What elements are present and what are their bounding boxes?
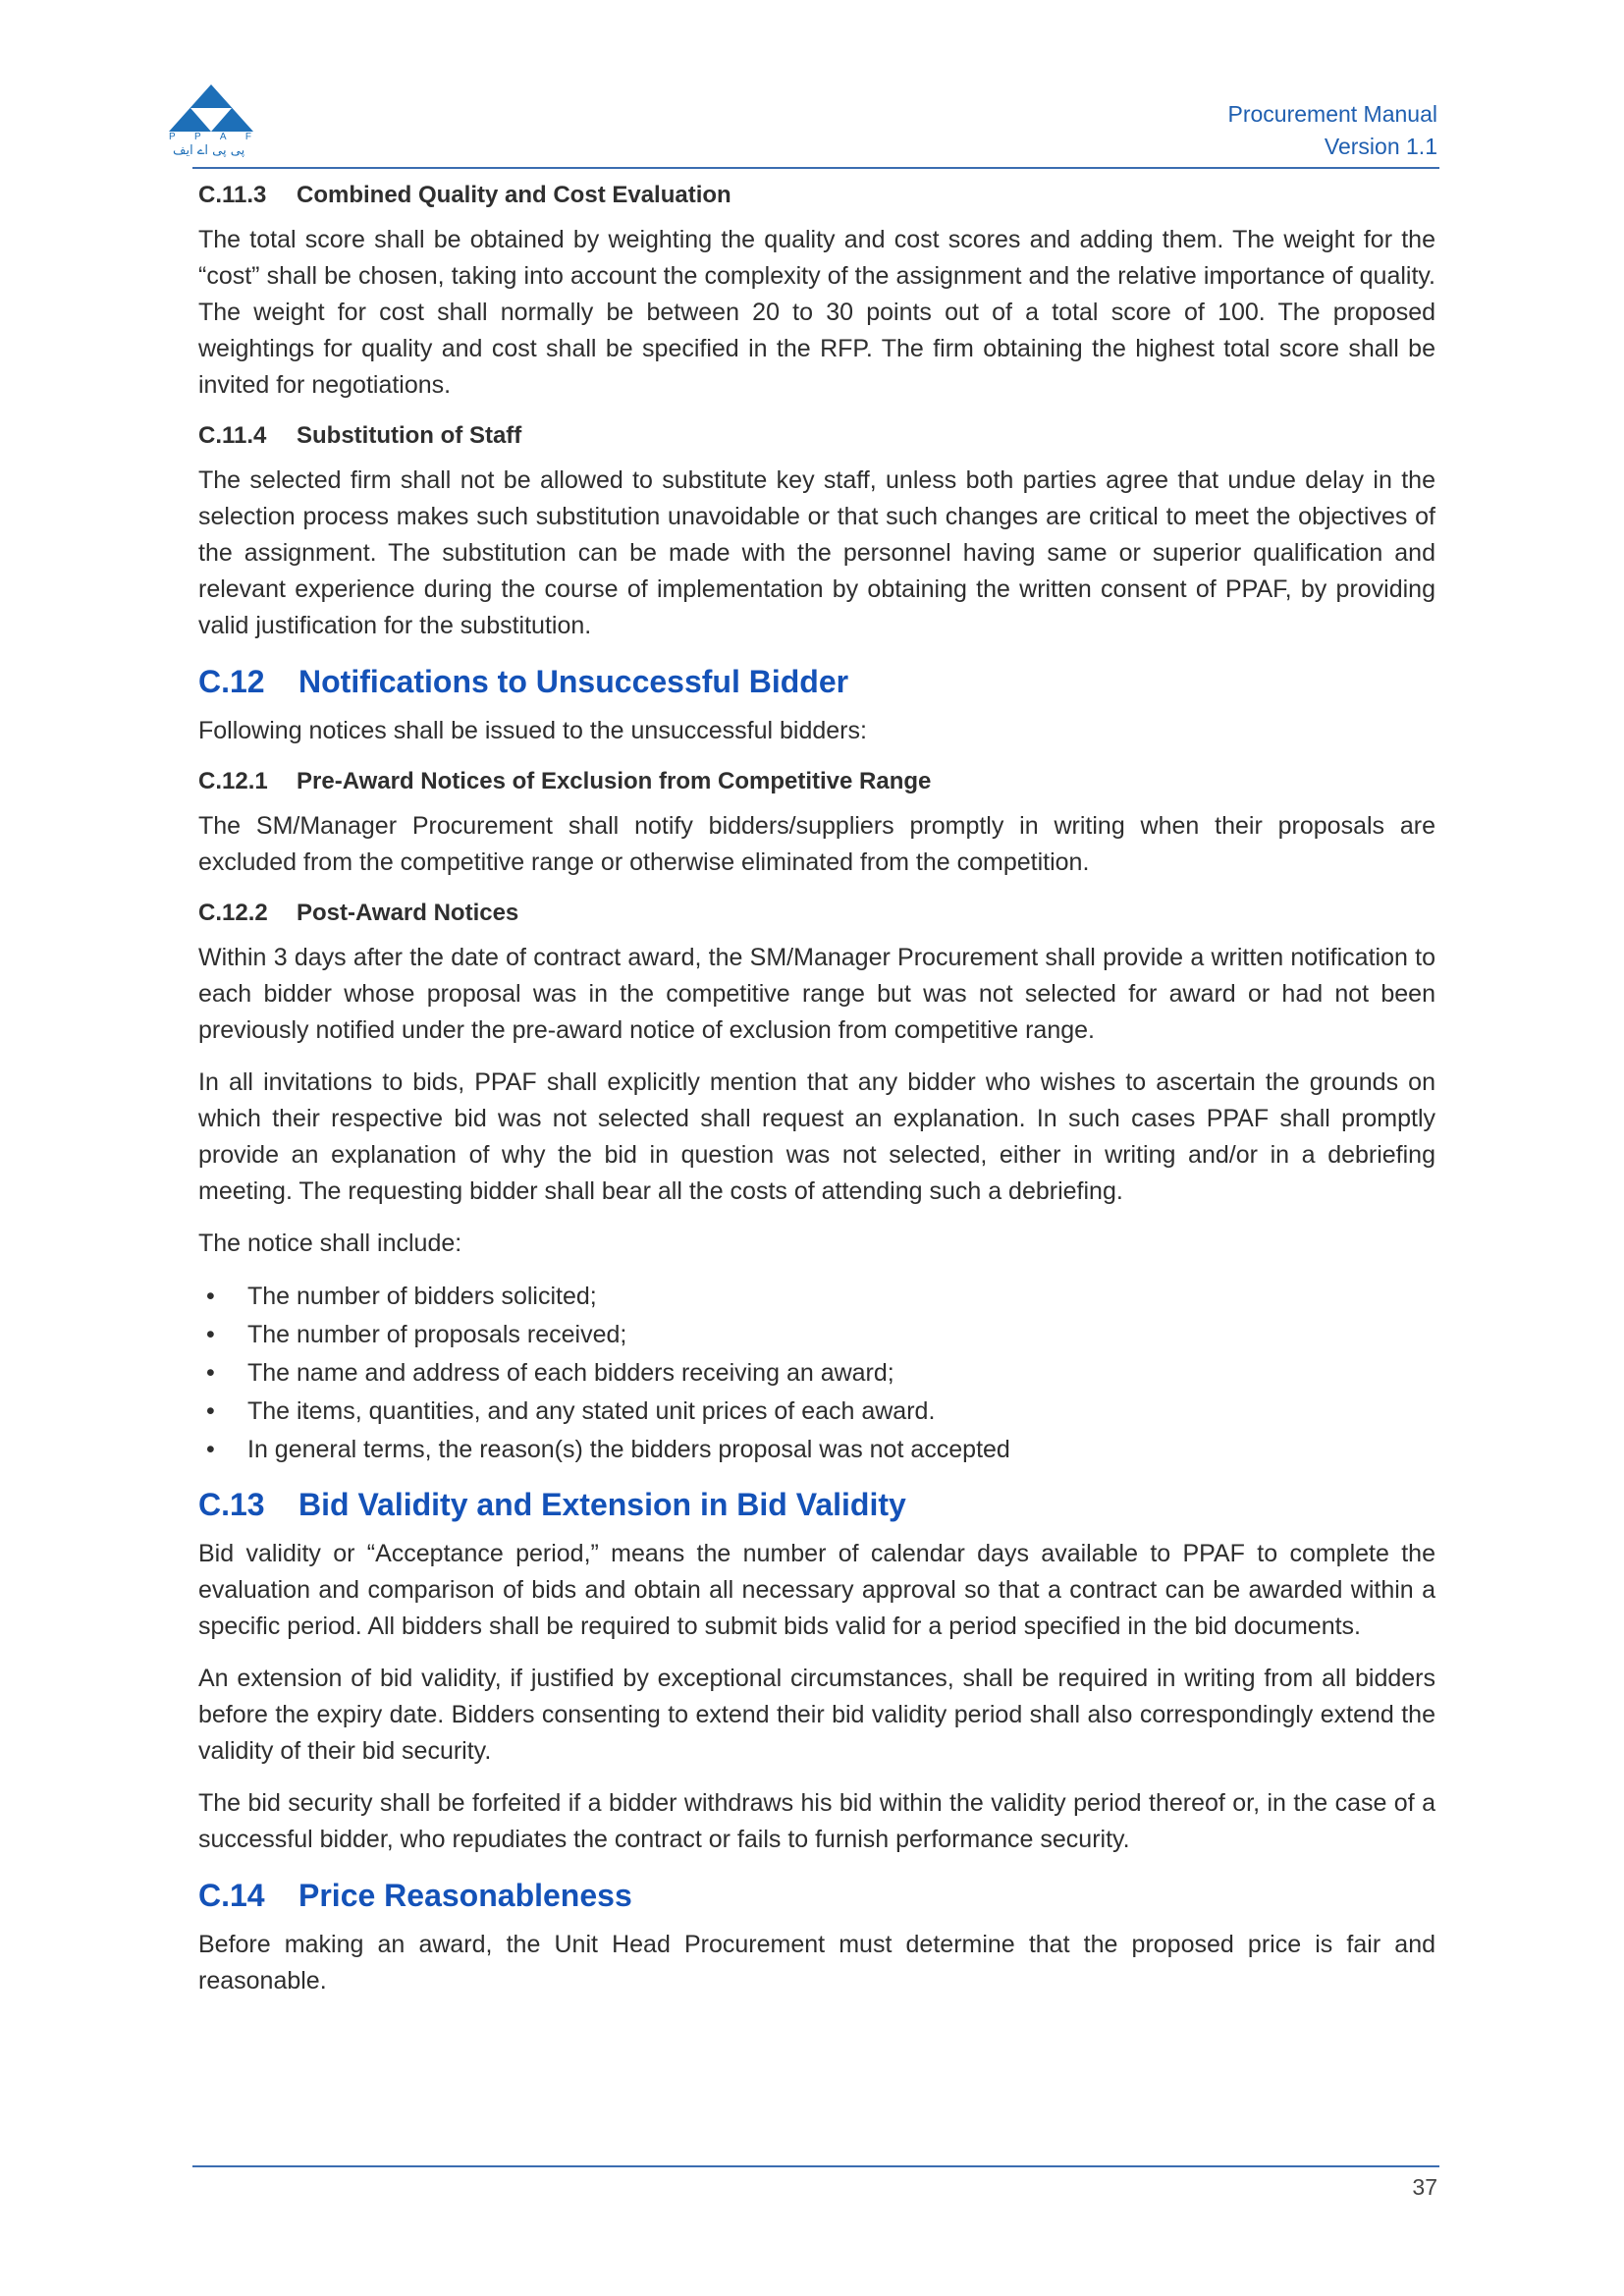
section-heading-c14 xyxy=(198,1874,1435,1917)
notice-contents-list xyxy=(198,1278,1435,1469)
paragraph: The selected firm shall not be allowed to substitute key staff, unless both parties agree that undue delay in the selection process makes such substitution unavoidable or that such changes are critical to meet the objectives of the assignment. The substitution can be made with the personnel having same or superior qualification and relevant experience during the course of implementation by obtaining the written consent of PPAF, by providing valid justification for the substitution. xyxy=(198,466,1435,639)
section-title: Price Reasonableness xyxy=(298,1878,632,1913)
section-number: C.11.4 xyxy=(198,422,267,449)
bullet-icon: • xyxy=(206,1397,215,1425)
paragraph: In all invitations to bids, PPAF shall explicitly mention that any bidder who wishes to ascertain the grounds on which their respective bid was not selected shall request an explanation. In such cases PPAF shall promptly provide an explanation of why the bid in question was not selected, either in writing and/or in a debriefing meeting. The requesting bidder shall bear all the costs of attending such a debriefing. xyxy=(198,1068,1435,1205)
paragraph: An extension of bid validity, if justified by exceptional circumstances, shall be required in writing from all bidders before the expiry date. Bidders consenting to extend their bid validity period shall also correspondingly extend the validity of their bid security. xyxy=(198,1665,1435,1765)
paragraph: Within 3 days after the date of contract award, the SM/Manager Procurement shall provide a written notification to each bidder whose proposal was in the competitive range but was not selected for award or had not been previously notified under the pre-award notice of exclusion from competitive range. xyxy=(198,944,1435,1044)
list-item xyxy=(198,1393,1435,1431)
logo-letter: F xyxy=(244,132,251,142)
document-version: Version 1.1 xyxy=(1324,134,1437,159)
list-item-text: The name and address of each bidders receiving an award; xyxy=(247,1359,894,1387)
list-item xyxy=(198,1316,1435,1354)
section-number: C.14 xyxy=(198,1878,265,1913)
list-item-text: The number of bidders solicited; xyxy=(247,1283,597,1310)
footer-divider xyxy=(192,2165,1439,2167)
bullet-icon: • xyxy=(206,1321,215,1348)
section-number: C.11.3 xyxy=(198,182,267,208)
logo-letters xyxy=(169,132,251,142)
section-title: Post-Award Notices xyxy=(297,900,519,926)
logo-letter: P xyxy=(193,132,201,142)
section-number: C.13 xyxy=(198,1487,265,1522)
header-divider xyxy=(192,167,1439,169)
list-item xyxy=(198,1431,1435,1469)
page-content xyxy=(198,173,1435,2015)
bullet-icon: • xyxy=(206,1436,215,1463)
section-title: Notifications to Unsuccessful Bidder xyxy=(298,664,849,699)
paragraph: Following notices shall be issued to the unsuccessful bidders: xyxy=(198,717,867,744)
section-heading-c12-1 xyxy=(198,765,1435,798)
section-number: C.12 xyxy=(198,664,265,699)
bullet-icon: • xyxy=(206,1283,215,1310)
list-item-text: The items, quantities, and any stated unit prices of each award. xyxy=(247,1397,936,1425)
section-heading-c13 xyxy=(198,1483,1435,1526)
paragraph: Bid validity or “Acceptance period,” means the number of calendar days available to PPAF to complete the evaluation and comparison of bids and obtain all necessary approval so that a contract can be awarded within a specific period. All bidders shall be required to submit bids valid for a period specified in the bid documents. xyxy=(198,1540,1435,1640)
section-title: Combined Quality and Cost Evaluation xyxy=(297,182,731,208)
document-title: Procurement Manual xyxy=(1227,101,1437,127)
section-heading-c12-2 xyxy=(198,897,1435,930)
section-number: C.12.2 xyxy=(198,900,268,926)
page-number: 37 xyxy=(1412,2174,1437,2200)
paragraph: The notice shall include: xyxy=(198,1230,462,1257)
list-item-text: In general terms, the reason(s) the bidders proposal was not accepted xyxy=(247,1436,1010,1463)
section-heading-c11-3 xyxy=(198,179,1435,212)
list-item xyxy=(198,1354,1435,1393)
document-header xyxy=(1228,98,1438,163)
section-heading-c11-4 xyxy=(198,419,1435,453)
logo-letter: P xyxy=(169,132,176,142)
section-title: Pre-Award Notices of Exclusion from Competitive Range xyxy=(297,768,932,794)
paragraph: The SM/Manager Procurement shall notify bidders/suppliers promptly in writing when their proposals are excluded from the competitive range or otherwise eliminated from the competition. xyxy=(198,812,1435,876)
section-number: C.12.1 xyxy=(198,768,268,794)
section-heading-c12 xyxy=(198,660,1435,703)
list-item-text: The number of proposals received; xyxy=(247,1321,627,1348)
paragraph: Before making an award, the Unit Head Procurement must determine that the proposed price is fair and reasonable. xyxy=(198,1931,1435,1995)
logo-urdu-text: پی پی اے ایف xyxy=(173,143,245,158)
list-item xyxy=(198,1278,1435,1316)
section-title: Bid Validity and Extension in Bid Validity xyxy=(298,1487,906,1522)
section-title: Substitution of Staff xyxy=(297,422,522,449)
paragraph: The total score shall be obtained by weighting the quality and cost scores and adding them. The weight for the “cost” shall be chosen, taking into account the complexity of the assignment and the relative importance of quality. The weight for cost shall normally be between 20 to 30 points out of a total score of 100. The proposed weightings for quality and cost shall be specified in the RFP. The firm obtaining the highest total score shall be invited for negotiations. xyxy=(198,226,1435,399)
bullet-icon: • xyxy=(206,1359,215,1387)
logo-letter: A xyxy=(219,132,227,142)
paragraph: The bid security shall be forfeited if a bidder withdraws his bid within the validity period thereof or, in the case of a successful bidder, who repudiates the contract or fails to furnish performance security. xyxy=(198,1789,1435,1853)
